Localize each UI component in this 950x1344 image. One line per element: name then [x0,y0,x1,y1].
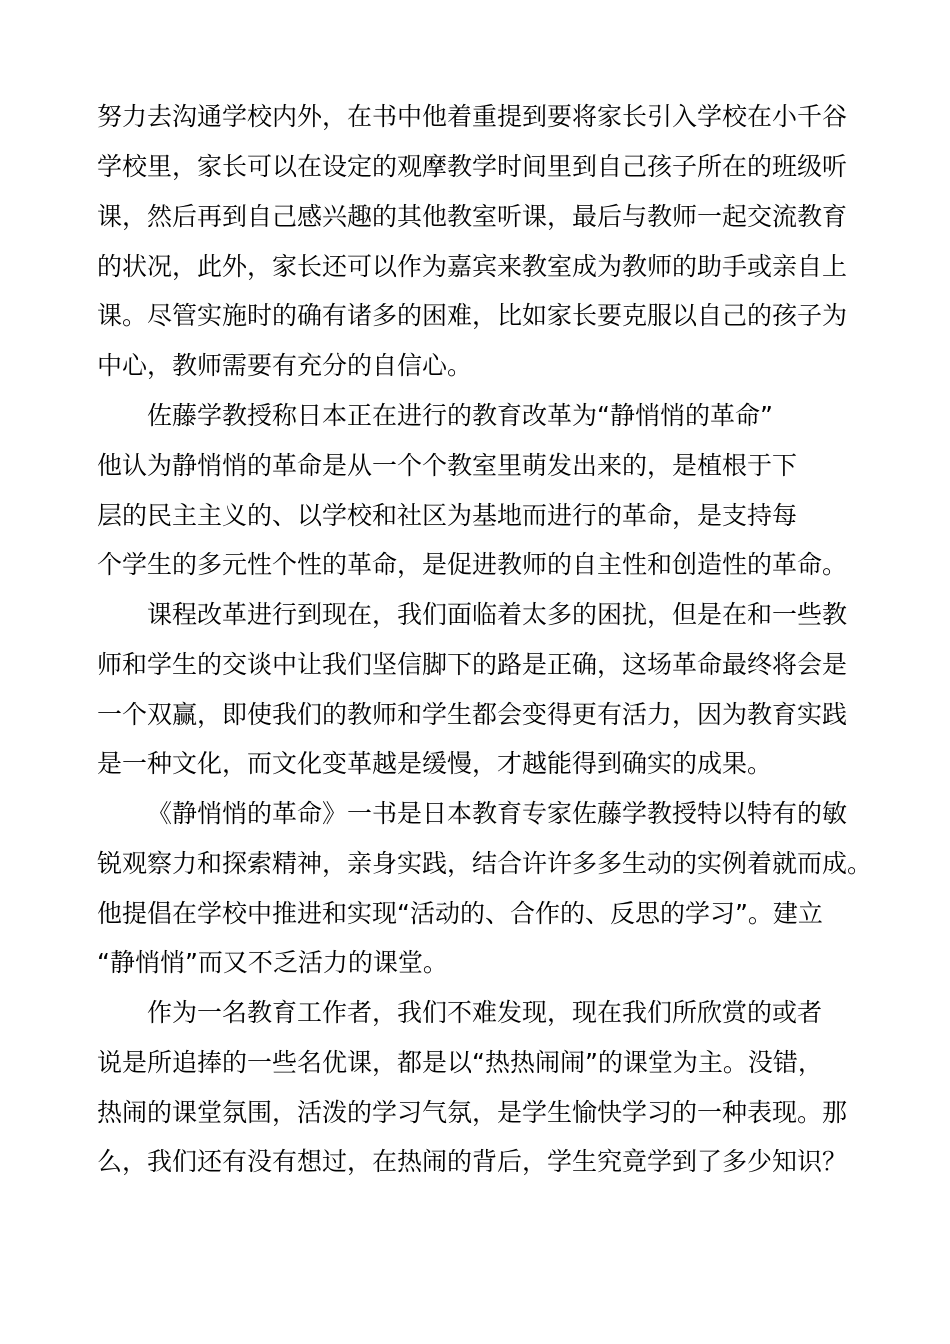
text-line: 他认为静悄悄的革命是从一个个教室里萌发出来的，是植根于下 [97,451,798,480]
text-line: 课，然后再到自己感兴趣的其他教室听课，最后与教师一起交流教育 [97,202,848,231]
text-line: 个学生的多元性个性的革命，是促进教师的自主性和创造性的革命。 [97,550,848,579]
text-line: 学校里，家长可以在设定的观摩教学时间里到自己孩子所在的班级听 [97,152,848,181]
text-line: 层的民主主义的、以学校和社区为基地而进行的革命，是支持每 [97,501,798,530]
text-line: 一个双赢，即使我们的教师和学生都会变得更有活力，因为教育实践 [97,700,848,729]
text-line: 《静悄悄的革命》一书是日本教育专家佐藤学教授特以特有的敏 [147,799,848,828]
text-line: 他提倡在学校中推进和实现“活动的、合作的、反思的学习”。建立 [97,899,823,928]
text-line: 作为一名教育工作者，我们不难发现，现在我们所欣赏的或者 [147,998,823,1027]
text-line: 热闹的课堂氛围，活泼的学习气氛，是学生愉快学习的一种表现。那 [97,1098,848,1127]
text-line: 锐观察力和探索精神，亲身实践，结合许许多多生动的实例着就而成。 [97,849,873,878]
text-line: 说是所追捧的一些名优课，都是以“热热闹闹”的课堂为主。没错， [97,1048,823,1077]
text-line: 师和学生的交谈中让我们坚信脚下的路是正确，这场革命最终将会是 [97,650,848,679]
text-line: “静悄悄”而又不乏活力的课堂。 [97,948,448,977]
text-line: 么，我们还有没有想过，在热闹的背后，学生究竟学到了多少知识？ [97,1147,848,1176]
text-line: 课。尽管实施时的确有诸多的困难，比如家长要克服以自己的孩子为 [97,301,848,330]
text-line: 努力去沟通学校内外，在书中他着重提到要将家长引入学校在小千谷 [97,102,848,131]
text-line: 中心，教师需要有充分的自信心。 [97,351,473,380]
text-line: 课程改革进行到现在，我们面临着太多的困扰，但是在和一些教 [147,600,848,629]
text-line: 的状况，此外，家长还可以作为嘉宾来教室成为教师的助手或亲自上 [97,252,848,281]
text-line: 佐藤学教授称日本正在进行的教育改革为“静悄悄的革命” [147,401,773,430]
text-line: 是一种文化，而文化变革越是缓慢，才越能得到确实的成果。 [97,749,773,778]
